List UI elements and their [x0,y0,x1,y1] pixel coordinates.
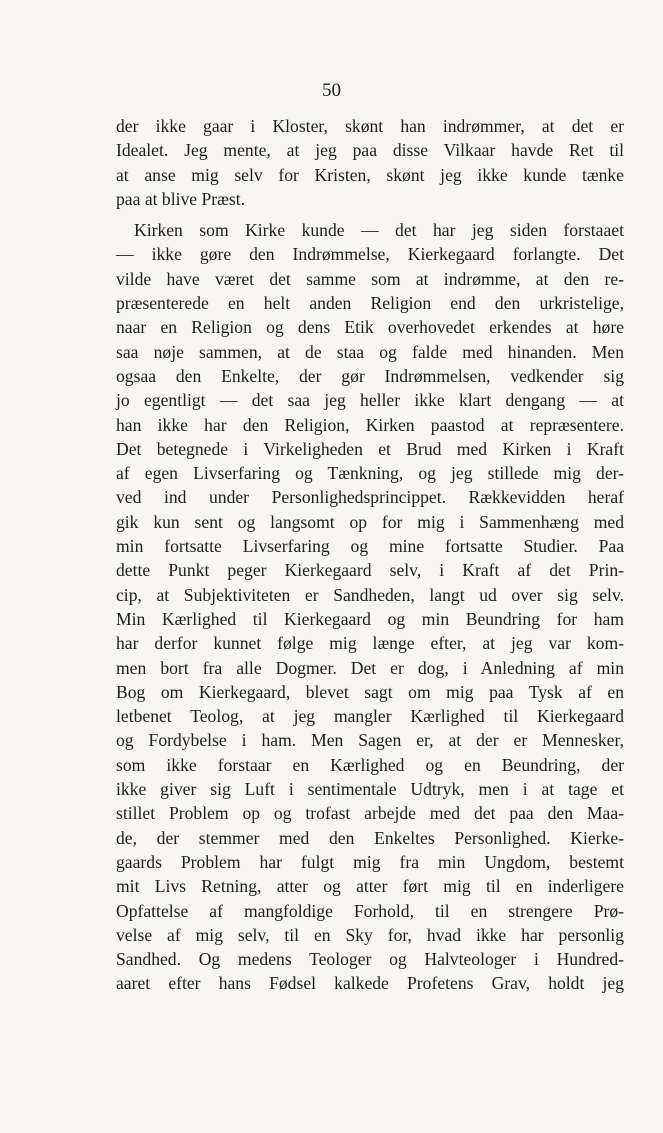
text-line: aaret efter hans Fødsel kalkede Profetens Grav, holdt jeg [116,973,624,994]
text-line: de, der stemmer med den Enkeltes Personlighed. Kierke- [116,827,624,848]
text-line: har derfor kunnet følge mig længe efter, at jeg var kom- [116,633,624,654]
text-line: letbenet Teolog, at jeg mangler Kærlighed til Kierkegaard [116,706,624,727]
text-line: Sandhed. Og medens Teologer og Halvteologer i Hundred- [116,949,624,970]
text-line: vilde have været det samme som at indrømme, at den re- [116,268,624,289]
text-line: Kirken som Kirke kunde — det har jeg siden forstaaet [134,220,624,241]
text-line: han ikke har den Religion, Kirken paastod at repræsentere. [116,414,624,435]
text-line: af egen Livserfaring og Tænkning, og jeg stillede mig der- [116,463,624,484]
text-line: ikke giver sig Luft i sentimentale Udtryk, men i at tage et [116,779,624,800]
text-line: som ikke forstaar en Kærlighed og en Beundring, der [116,754,624,775]
page-number: 50 [322,80,341,101]
text-line: Min Kærlighed til Kierkegaard og min Beundring for ham [116,608,624,629]
text-line: præsenterede en helt anden Religion end den urkristelige, [116,293,624,314]
text-line: Bog om Kierkegaard, blevet sagt om mig paa Tysk af en [116,681,624,702]
text-line: mit Livs Retning, atter og atter ført mig til en inderligere [116,876,624,897]
text-line: paa at blive Præst. [116,188,245,209]
text-line: gaards Problem har fulgt mig fra min Ungdom, bestemt [116,851,624,872]
text-line: — ikke gøre den Indrømmelse, Kierkegaard forlangte. Det [116,244,624,265]
text-line: naar en Religion og dens Etik overhovedet erkendes at høre [116,317,624,338]
body-text [116,114,624,996]
text-line: dette Punkt peger Kierkegaard selv, i Kraft af det Prin- [116,560,624,581]
text-line: jo egentligt — det saa jeg heller ikke klart dengang — at [116,390,624,411]
text-line: Idealet. Jeg mente, at jeg paa disse Vilkaar havde Ret til [116,140,624,161]
text-line: og Fordybelse i ham. Men Sagen er, at der er Mennesker, [116,730,624,751]
text-line: der ikke gaar i Kloster, skønt han indrømmer, at det er [116,116,624,136]
text-line: ved ind under Personlighedsprincippet. Rækkevidden heraf [116,487,624,508]
text-line: ogsaa den Enkelte, der gør Indrømmelsen, vedkender sig [116,365,624,386]
text-line: at anse mig selv for Kristen, skønt jeg ikke kunde tænke [116,164,624,185]
text-line: velse af mig selv, til en Sky for, hvad ikke har personlig [116,924,624,945]
text-line: gik kun sent og langsomt op for mig i Sammenhæng med [116,511,624,532]
text-line: saa nøje sammen, at de staa og falde med hinanden. Men [116,341,624,362]
text-line: cip, at Subjektiviteten er Sandheden, langt ud over sig selv. [116,584,624,605]
text-line: min fortsatte Livserfaring og mine fortsatte Studier. Paa [116,536,624,557]
text-line: Det betegnede i Virkeligheden et Brud med Kirken i Kraft [116,438,624,459]
text-line: Opfattelse af mangfoldige Forhold, til en strengere Prø- [116,900,624,921]
text-line: stillet Problem op og trofast arbejde med det paa den Maa- [116,803,624,824]
text-line: men bort fra alle Dogmer. Det er dog, i Anledning af min [116,657,624,678]
